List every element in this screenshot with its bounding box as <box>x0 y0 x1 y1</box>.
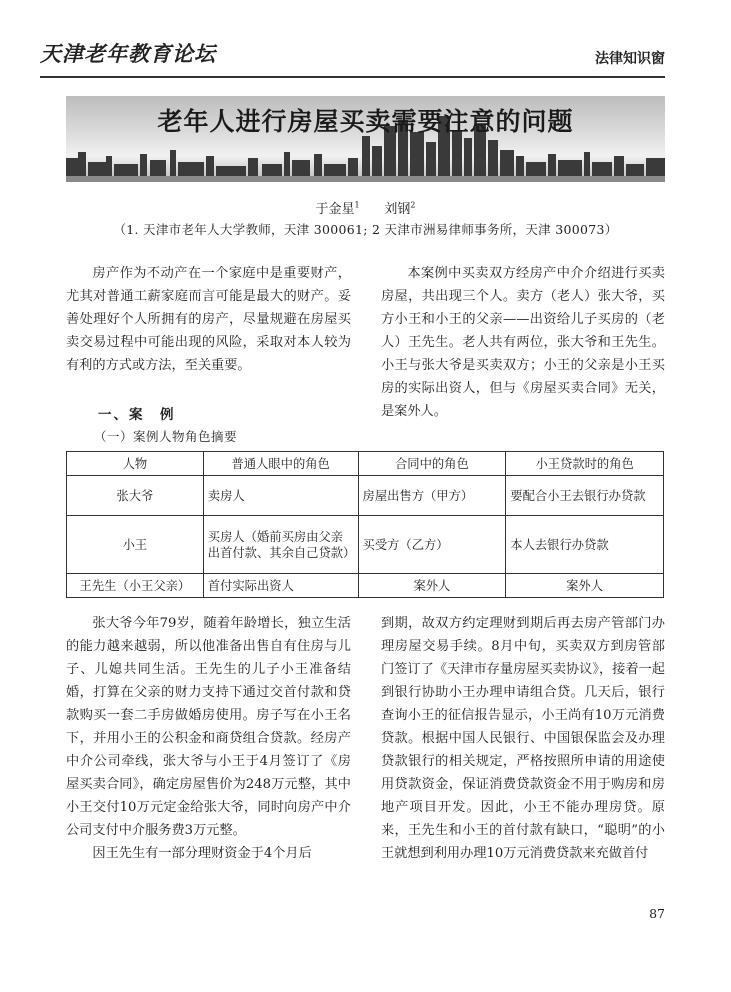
table-cell: 房屋出售方（甲方） <box>358 476 506 516</box>
title-banner <box>66 96 665 182</box>
table-cell: 张大爷 <box>67 476 204 516</box>
table-cell: 本人去银行办贷款 <box>506 516 664 574</box>
table-cell: 王先生（小王父亲） <box>67 574 204 598</box>
table-cell: 小王 <box>67 516 204 574</box>
paragraph: 因王先生有一部分理财资金于4个月后 <box>92 846 312 861</box>
table-cell: 要配合小王去银行办贷款 <box>506 476 664 516</box>
author-superscript: 1 <box>354 200 360 210</box>
paragraph: 张大爷今年79岁，随着年龄增长，独立生活的能力越来越弱，所以他准备出售自有住房与儿子、儿媳共同生活。王先生的儿子小王准备结婚，打算在父亲的财力支持下通过交首付款和贷款购买一套二手房做婚房使用。房子写在小王名下，并用小王的公积金和商贷组合贷款。经房产中介公司牵线，张大爷与小王于4月签订了《房屋买卖合同》，确定房屋售价为248万元整，其中小王交付10万元定金给张大爷，同时向房产中介公司支付中介服务费3万元整。 <box>66 616 351 838</box>
table-cell: 买受方（乙方） <box>358 516 506 574</box>
table-row <box>67 516 664 574</box>
table-cell: 首付实际出资人 <box>203 574 358 598</box>
table-header-cell: 人物 <box>67 452 204 476</box>
intro-left-column <box>66 262 351 377</box>
section-heading: 一、案 例 <box>98 407 176 423</box>
paragraph: 到期，故双方约定理财到期后再去房产管部门办理房屋交易手续。8月中旬，买卖双方到房管部门签订了《天津市存量房屋买卖协议》，接着一起到银行协助小王办理申请组合贷。几天后，银行查询小王的征信报告显示，小王尚有10万元消费贷款。根据中国人民银行、中国银保监会及办理贷款银行的相关规定，严格按照所申请的用途使用贷款资金，保证消费贷款资金不用于购房和房地产项目开发。因此，小王不能办理房贷。原来，王先生和小王的首付款有缺口，“聪明”的小王就想到利用办理10万元消费贷款来充做首付 <box>381 616 665 861</box>
role-summary-table <box>66 451 664 598</box>
paragraph: 本案例中买卖双方经房产中介介绍进行买卖房屋，共出现三个人。卖方（老人）张大爷，买方小王和小王的父亲——出资给儿子买房的（老人）王先生。老人共有两位，张大爷和王先生。小王与张大爷是买卖双方；小王的父亲是小王买房的实际出资人，但与《房屋买卖合同》无关，是案外人。 <box>381 266 665 419</box>
table-row <box>67 476 664 516</box>
table-header-cell: 小王贷款时的角色 <box>506 452 664 476</box>
table-header-cell: 普通人眼中的角色 <box>203 452 358 476</box>
journal-logo: 天津老年教育论坛 <box>40 41 216 66</box>
intro-right-column <box>381 262 665 423</box>
paragraph: 房产作为不动产在一个家庭中是重要财产，尤其对普通工薪家庭而言可能是最大的财产。妥善处理好个人所拥有的房产，尽量规避在房屋买卖交易过程中可能出现的风险，采取对本人较为有利的方式或方法，至关重要。 <box>66 266 351 373</box>
body-right-column <box>381 612 665 865</box>
section-name: 法律知识窗 <box>595 51 665 67</box>
author-line <box>0 198 731 217</box>
table-cell: 案外人 <box>358 574 506 598</box>
table-row <box>67 574 664 598</box>
author-name: 刘钢 <box>384 202 411 217</box>
table-cell: 买房人（婚前买房由父亲出首付款、其余自己贷款） <box>203 516 358 574</box>
subsection-heading: （一）案例人物角色摘要 <box>94 429 238 444</box>
table-header-row <box>67 452 664 476</box>
author-superscript: 2 <box>410 200 416 210</box>
author-name: 于金星 <box>315 202 355 217</box>
article-title: 老年人进行房屋买卖需要注意的问题 <box>157 107 574 136</box>
table-cell: 卖房人 <box>203 476 358 516</box>
header-rule <box>40 76 665 78</box>
body-left-column <box>66 612 351 865</box>
table-cell: 案外人 <box>506 574 664 598</box>
table-header-cell: 合同中的角色 <box>358 452 506 476</box>
affiliation: （1. 天津市老年人大学教师，天津 300061; 2 天津市洲易律师事务所，天津 300073） <box>113 222 618 237</box>
page-number: 87 <box>649 906 665 921</box>
